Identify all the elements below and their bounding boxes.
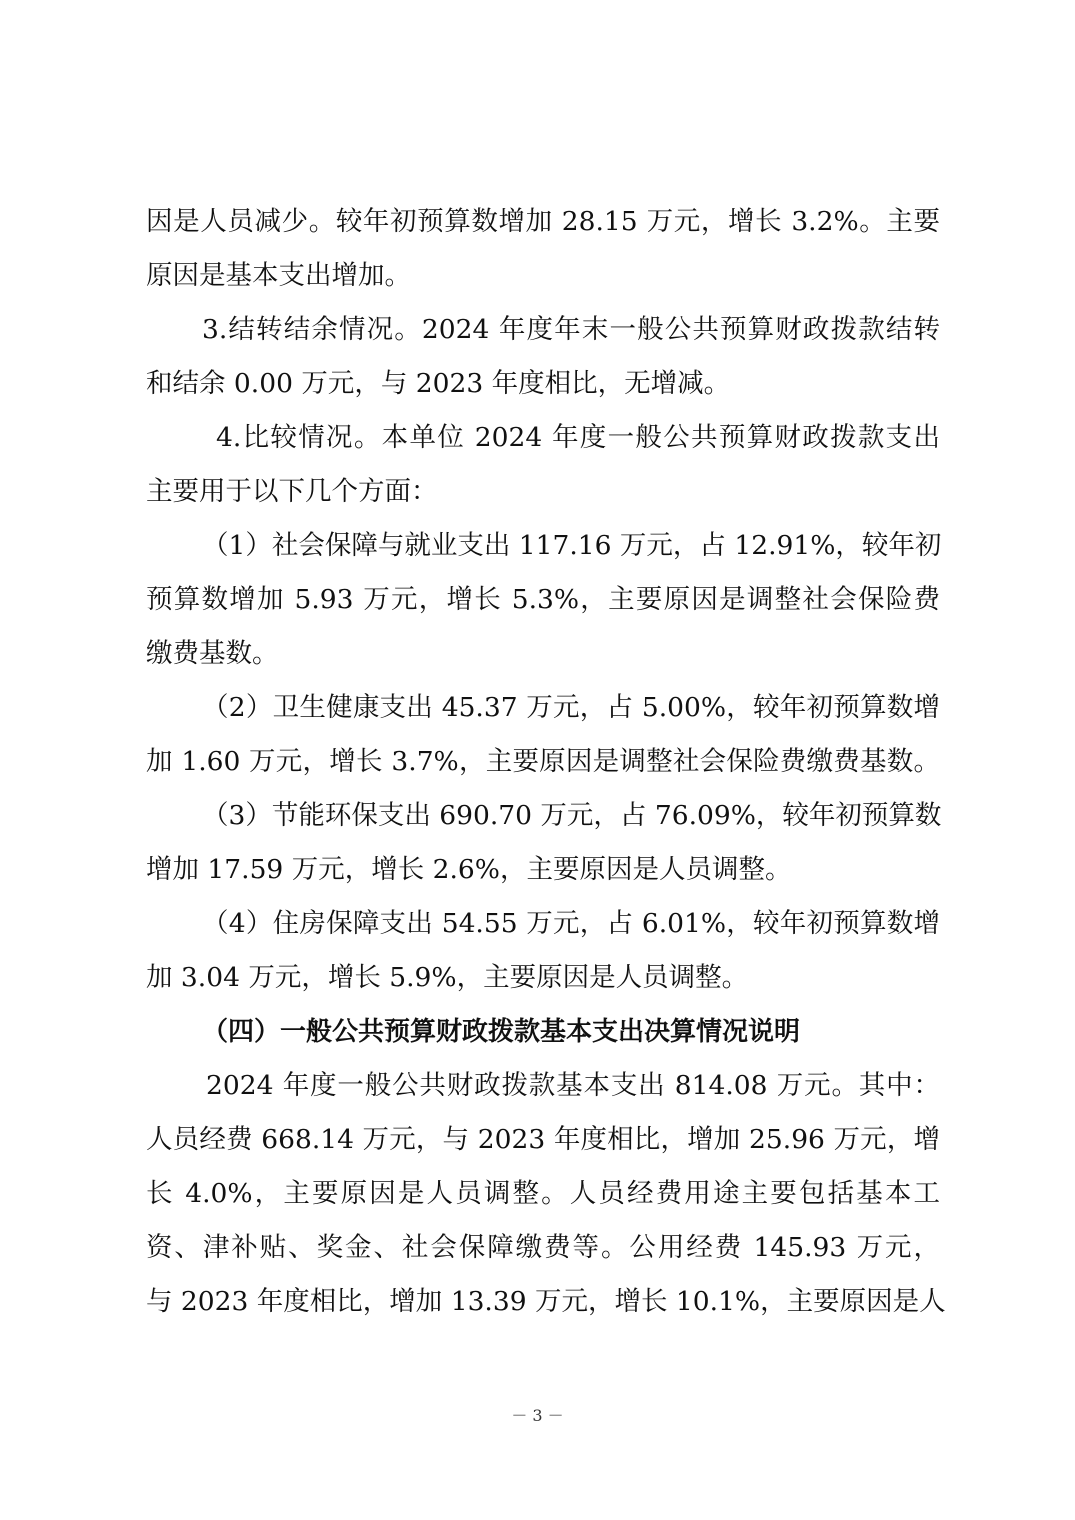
text-line-14: （4）住房保障支出 54.55 万元，占 6.01%，较年初预算数增: [202, 908, 940, 939]
text-line-10: （2）卫生健康支出 45.37 万元，占 5.00%，较年初预算数增: [202, 692, 940, 723]
text-line-19: 长 4.0%，主要原因是人员调整。人员经费用途主要包括基本工: [146, 1178, 940, 1209]
text-line-4: 和结余 0.00 万元，与 2023 年度相比，无增减。: [146, 368, 731, 399]
text-line-1: 因是人员减少。较年初预算数增加 28.15 万元，增长 3.2%。主要: [146, 206, 940, 237]
text-line-20: 资、津补贴、奖金、社会保障缴费等。公用经费 145.93 万元，: [146, 1232, 940, 1263]
text-line-15: 加 3.04 万元，增长 5.9%，主要原因是人员调整。: [146, 962, 749, 993]
text-line-13: 增加 17.59 万元，增长 2.6%，主要原因是人员调整。: [146, 854, 792, 885]
text-line-11: 加 1.60 万元，增长 3.7%，主要原因是调整社会保险费缴费基数。: [146, 746, 940, 777]
section-heading: （四）一般公共预算财政拨款基本支出决算情况说明: [202, 1017, 801, 1047]
text-line-5: 4.比较情况。本单位 2024 年度一般公共预算财政拨款支出: [216, 422, 940, 453]
text-line-18: 人员经费 668.14 万元，与 2023 年度相比，增加 25.96 万元，增: [146, 1124, 940, 1155]
text-line-8: 预算数增加 5.93 万元，增长 5.3%，主要原因是调整社会保险费: [146, 584, 940, 615]
text-line-7: （1）社会保障与就业支出 117.16 万元，占 12.91%，较年初: [202, 530, 942, 561]
text-line-17: 2024 年度一般公共财政拨款基本支出 814.08 万元。其中：: [206, 1070, 940, 1101]
page-number: － 3 －: [511, 1406, 564, 1425]
text-line-6: 主要用于以下几个方面：: [146, 476, 438, 507]
text-line-12: （3）节能环保支出 690.70 万元，占 76.09%，较年初预算数: [202, 800, 942, 831]
text-line-21: 与 2023 年度相比，增加 13.39 万元，增长 10.1%，主要原因是人: [146, 1286, 946, 1317]
text-line-3: 3.结转结余情况。2024 年度年末一般公共预算财政拨款结转: [202, 314, 940, 345]
text-line-9: 缴费基数。: [146, 638, 279, 669]
text-line-2: 原因是基本支出增加。: [146, 260, 411, 291]
